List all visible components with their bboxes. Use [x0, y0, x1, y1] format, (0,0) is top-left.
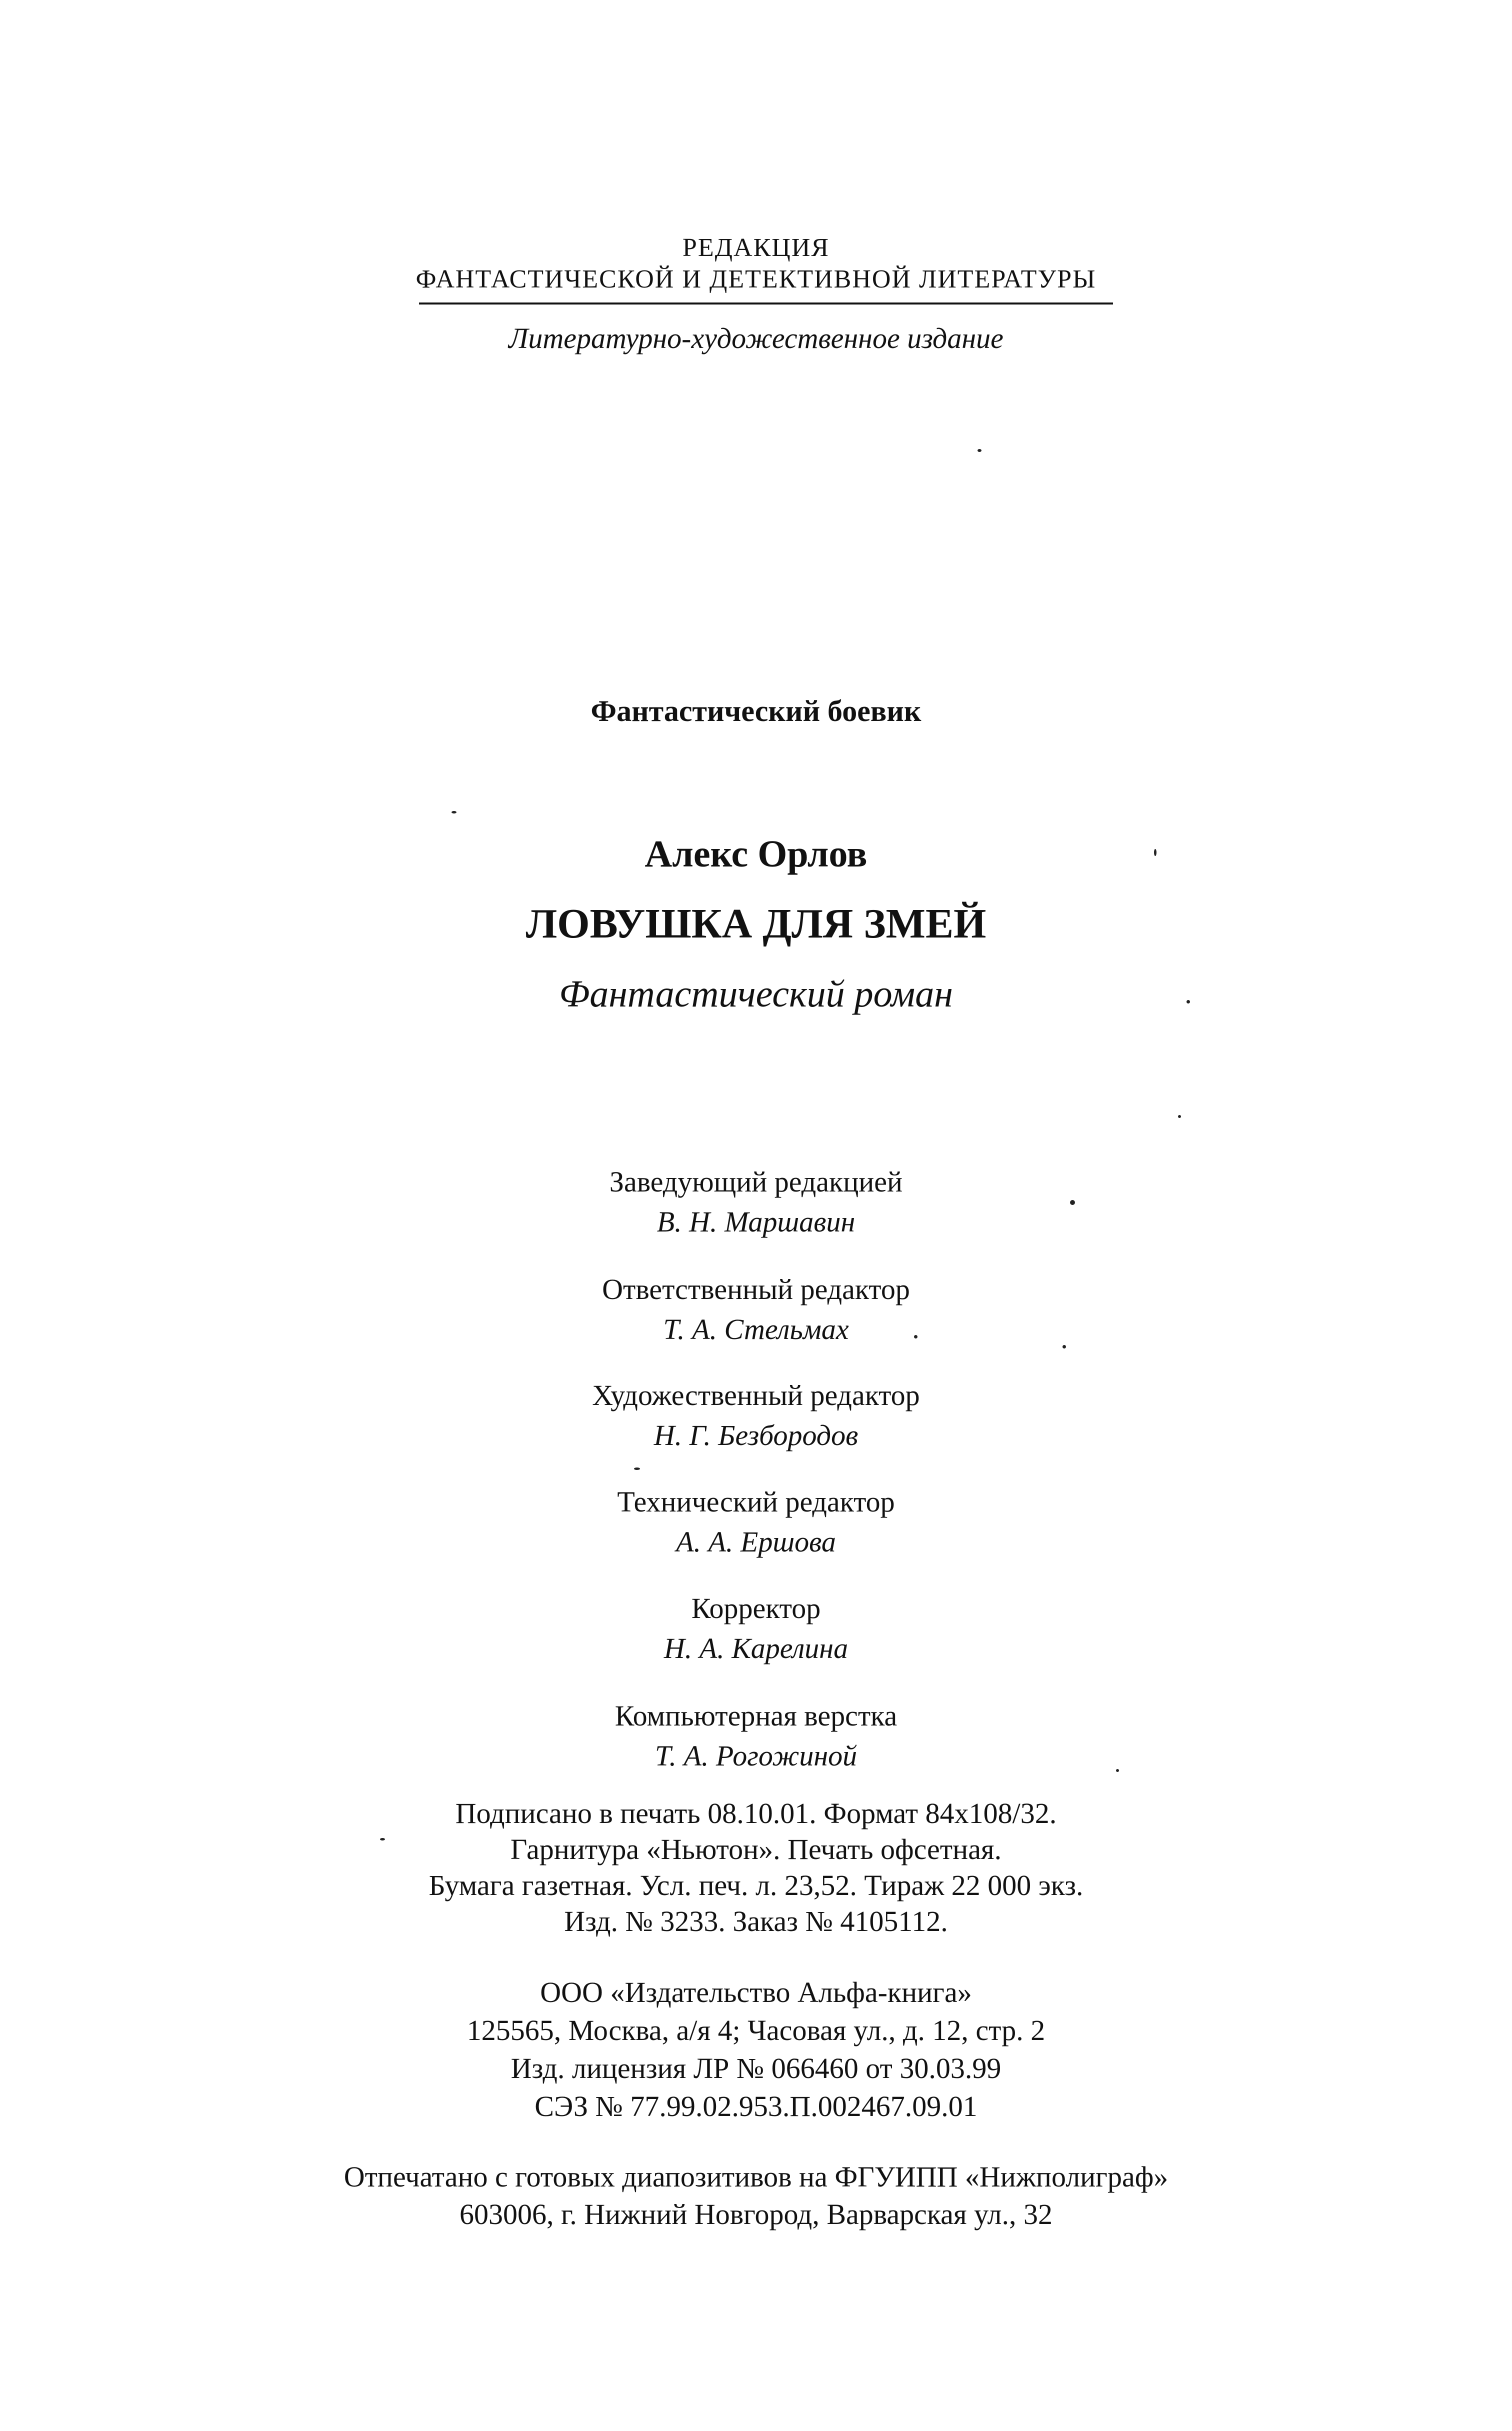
book-genre: Фантастический роман: [559, 973, 953, 1015]
header-line-1: РЕДАКЦИЯ: [682, 234, 830, 262]
book-title: ЛОВУШКА ДЛЯ ЗМЕЙ: [526, 900, 986, 947]
publisher-line: ООО «Издательство Альфа-книга»: [540, 1976, 972, 2008]
header-line-2: ФАНТАСТИЧЕСКОЙ И ДЕТЕКТИВНОЙ ЛИТЕРАТУРЫ: [416, 265, 1096, 294]
credit-name: Н. Г. Безбородов: [654, 1419, 858, 1452]
scan-speck: [380, 1838, 385, 1840]
scan-speck: [914, 1335, 918, 1338]
scan-speck: [1070, 1200, 1075, 1205]
scan-speck: [1116, 1769, 1119, 1772]
printer-line: 603006, г. Нижний Новгород, Варварская ул., 32: [460, 2198, 1052, 2230]
printer-line: Отпечатано с готовых диапозитивов на ФГУИПП «Нижполиграф»: [344, 2160, 1168, 2193]
scan-speck: [634, 1468, 640, 1470]
publisher-line: Изд. лицензия ЛР № 066460 от 30.03.99: [510, 2052, 1002, 2084]
print-info-line: Бумага газетная. Усл. печ. л. 23,52. Тираж 22 000 экз.: [428, 1869, 1084, 1902]
publisher-line: 125565, Москва, а/я 4; Часовая ул., д. 12, стр. 2: [466, 2014, 1046, 2046]
credit-role: Заведующий редакцией: [609, 1166, 903, 1198]
book-author: Алекс Орлов: [644, 833, 868, 875]
scan-speck: [1186, 1000, 1190, 1004]
print-info-line: Изд. № 3233. Заказ № 4105112.: [564, 1905, 948, 1938]
credit-name: Т. А. Стельмах: [663, 1313, 849, 1346]
credit-role: Компьютерная верстка: [614, 1700, 898, 1732]
scan-speck: [452, 811, 456, 814]
credit-name: А. А. Ершова: [676, 1526, 836, 1558]
print-info-line: Гарнитура «Ньютон». Печать офсетная.: [510, 1833, 1002, 1866]
scan-speck: [1154, 849, 1156, 856]
credit-role: Технический редактор: [617, 1486, 895, 1518]
series-label: Фантастический боевик: [590, 694, 922, 728]
scan-speck: [1062, 1345, 1066, 1348]
scan-speck: [1178, 1115, 1181, 1118]
credit-name: Т. А. Рогожиной: [654, 1740, 858, 1772]
publisher-line: СЭЗ № 77.99.02.953.П.002467.09.01: [534, 2090, 978, 2122]
header-rule: [419, 302, 1113, 304]
credit-name: В. Н. Маршавин: [656, 1206, 856, 1238]
credit-name: Н. А. Карелина: [664, 1632, 848, 1664]
credit-role: Ответственный редактор: [602, 1273, 910, 1306]
credit-role: Художественный редактор: [592, 1379, 920, 1412]
print-info-line: Подписано в печать 08.10.01. Формат 84x108/32.: [455, 1797, 1057, 1830]
edition-type: Литературно-художественное издание: [508, 322, 1004, 354]
credit-role: Корректор: [691, 1592, 821, 1624]
scan-speck: [978, 449, 982, 452]
